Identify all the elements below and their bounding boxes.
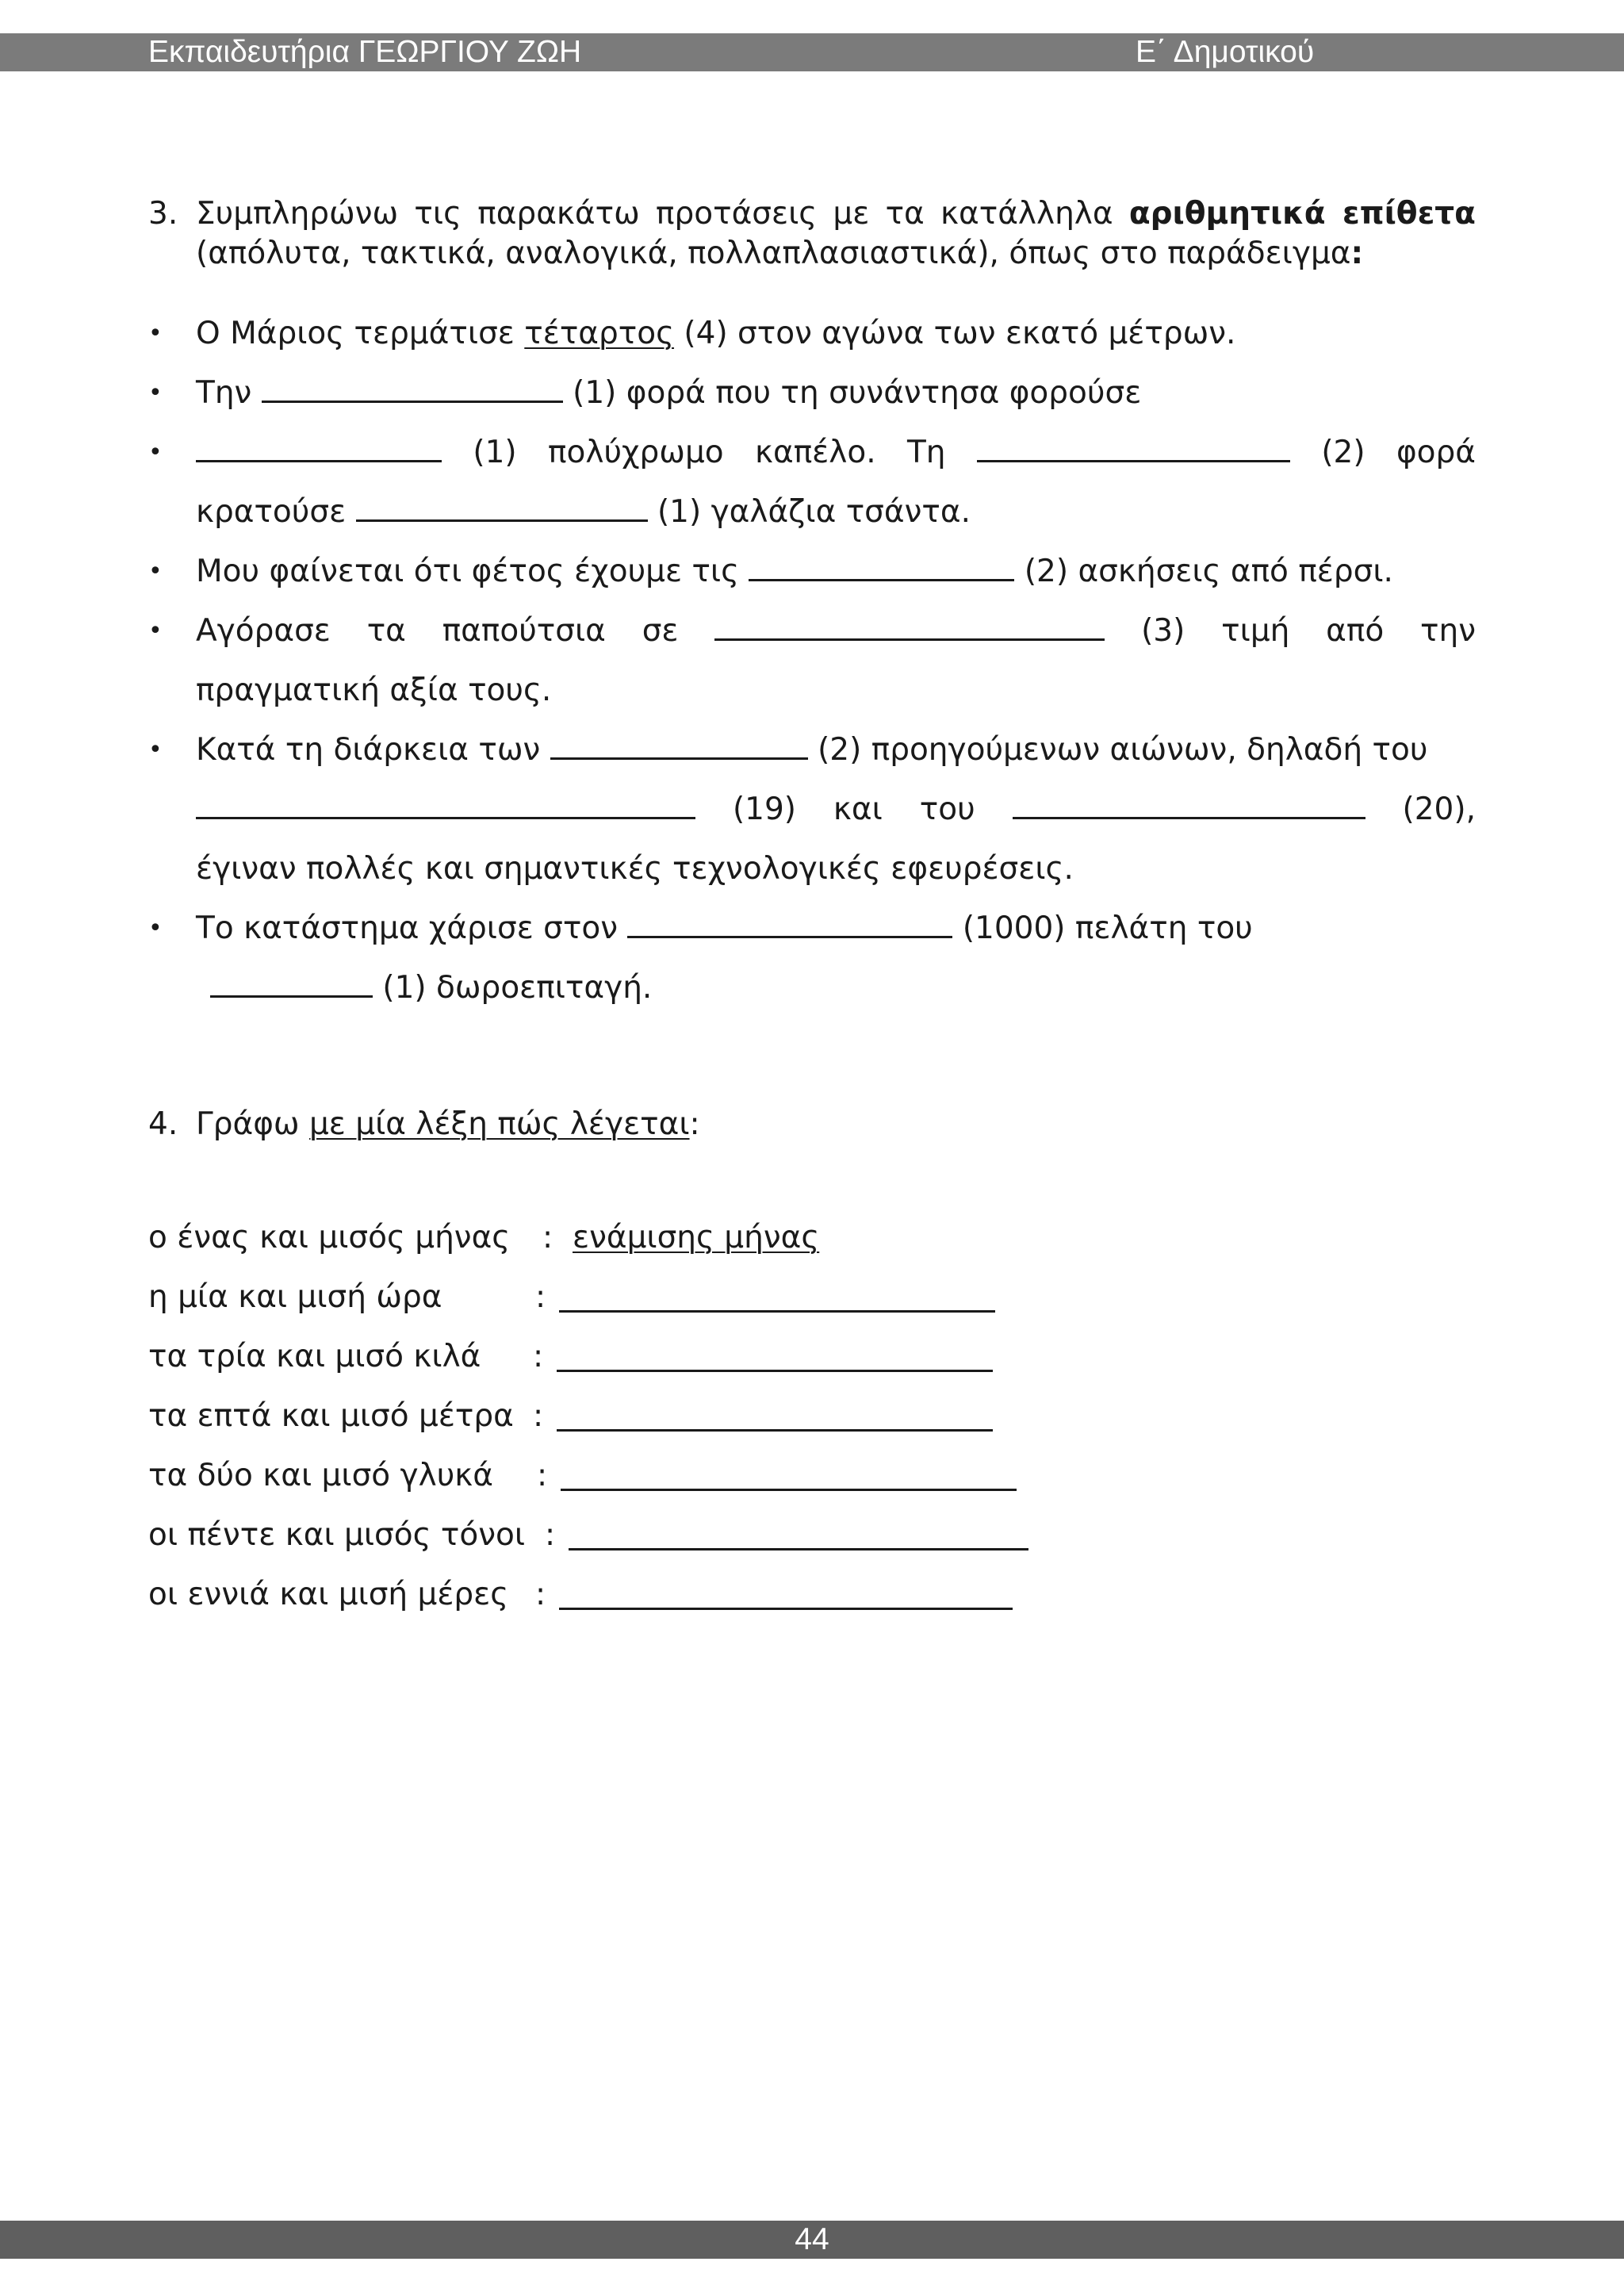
- sentence-3: • (1) πολύχρωμο καπέλο. Τη (2) φορά κρατούσε (1) γαλάζια τσάντα.: [148, 423, 1476, 542]
- bullet-icon: •: [148, 439, 163, 466]
- answer-blank[interactable]: [714, 611, 1105, 641]
- school-name: Εκπαιδευτήρια ΓΕΩΡΓΙΟΥ ΖΩΗ: [148, 35, 582, 69]
- phrase-row: οι πέντε και μισός τόνοι :: [148, 1505, 1476, 1565]
- example-answer: τέταρτος: [524, 316, 675, 351]
- bullet-icon: •: [148, 320, 163, 347]
- bullet-icon: •: [148, 558, 163, 585]
- phrase-row: ο ένας και μισός μήνας : ενάμισης μήνας: [148, 1208, 1476, 1267]
- answer-blank[interactable]: [559, 1283, 995, 1313]
- phrase-label: τα δύο και μισό γλυκά: [148, 1458, 493, 1493]
- exercise-3-number: 3.: [148, 196, 178, 232]
- sentence-7: • Το κατάστημα χάρισε στον (1000) πελάτη του (1) δωροεπιταγή.: [148, 899, 1476, 1018]
- answer-blank[interactable]: [569, 1521, 1028, 1550]
- sentence-2: • Την (1) φορά που τη συνάντησα φορούσε: [148, 363, 1476, 423]
- answer-blank[interactable]: [262, 374, 563, 403]
- phrase-label: η μία και μισή ώρα: [148, 1279, 442, 1315]
- grade-label: Ε΄ Δημοτικού: [1136, 35, 1315, 69]
- sentence-6: • Κατά τη διάρκεια των (2) προηγούμενων αιώνων, δηλαδή του (19) και του (20), έγιναν πολλές και σημαντικές τεχνολογικές εφευρέσεις.: [148, 720, 1476, 899]
- answer-blank[interactable]: [977, 433, 1290, 462]
- exercise-4-number: 4.: [148, 1106, 178, 1142]
- bullet-icon: •: [148, 379, 163, 407]
- answer-blank[interactable]: [210, 968, 373, 998]
- example-answer: ενάμισης μήνας: [573, 1220, 820, 1255]
- exercise-3-sentences: [148, 304, 1476, 1018]
- answer-blank[interactable]: [627, 909, 952, 938]
- underlined-instruction: με μία λέξη πώς λέγεται: [308, 1106, 690, 1142]
- sentence-5: • Αγόρασε τα παπούτσια σε (3) τιμή από την πραγματική αξία τους.: [148, 601, 1476, 720]
- phrase-label: τα τρία και μισό κιλά: [148, 1339, 481, 1374]
- sentence-4: • Μου φαίνεται ότι φέτος έχουμε τις (2) ασκήσεις από πέρσι.: [148, 542, 1476, 601]
- bullet-icon: •: [148, 617, 163, 645]
- exercise-4-title: 4. Γράφω με μία λέξη πώς λέγεται:: [148, 1105, 1476, 1144]
- answer-blank[interactable]: [559, 1581, 1013, 1610]
- page-header: [0, 33, 1624, 71]
- worksheet-content: [148, 194, 1476, 1624]
- phrase-label: οι πέντε και μισός τόνοι: [148, 1517, 526, 1553]
- phrase-label: οι εννιά και μισή μέρες: [148, 1577, 509, 1612]
- bullet-icon: •: [148, 736, 163, 764]
- phrase-label: ο ένας και μισός μήνας: [148, 1220, 511, 1255]
- answer-blank[interactable]: [1013, 790, 1365, 819]
- bullet-icon: •: [148, 914, 163, 942]
- answer-blank[interactable]: [557, 1343, 993, 1372]
- page-footer: [0, 2221, 1624, 2259]
- emphasis-text: αριθμητικά επίθετα: [1128, 196, 1476, 232]
- exercise-4-rows: [148, 1208, 1476, 1624]
- page-number: 44: [795, 2222, 829, 2256]
- phrase-row: η μία και μισή ώρα :: [148, 1267, 1476, 1327]
- sentence-1: • Ο Μάριος τερμάτισε τέταρτος (4) στον αγώνα των εκατό μέτρων.: [148, 304, 1476, 363]
- phrase-row: τα επτά και μισό μέτρα :: [148, 1386, 1476, 1446]
- answer-blank[interactable]: [550, 730, 808, 760]
- phrase-label: τα επτά και μισό μέτρα: [148, 1398, 514, 1434]
- answer-blank[interactable]: [561, 1462, 1017, 1491]
- answer-blank[interactable]: [749, 552, 1014, 581]
- phrase-row: οι εννιά και μισή μέρες :: [148, 1565, 1476, 1624]
- answer-blank[interactable]: [196, 790, 695, 819]
- answer-blank[interactable]: [356, 493, 648, 522]
- answer-blank[interactable]: [557, 1402, 993, 1432]
- answer-blank[interactable]: [196, 433, 442, 462]
- phrase-row: τα τρία και μισό κιλά :: [148, 1327, 1476, 1386]
- phrase-row: τα δύο και μισό γλυκά :: [148, 1446, 1476, 1505]
- exercise-3-title: 3. Συμπληρώνω τις παρακάτω προτάσεις με τα κατάλληλα αριθμητικά επίθετα (απόλυτα, τακτικά, αναλογικά, πολλαπλασιαστικά), όπως στο παράδειγμα:: [148, 196, 1476, 271]
